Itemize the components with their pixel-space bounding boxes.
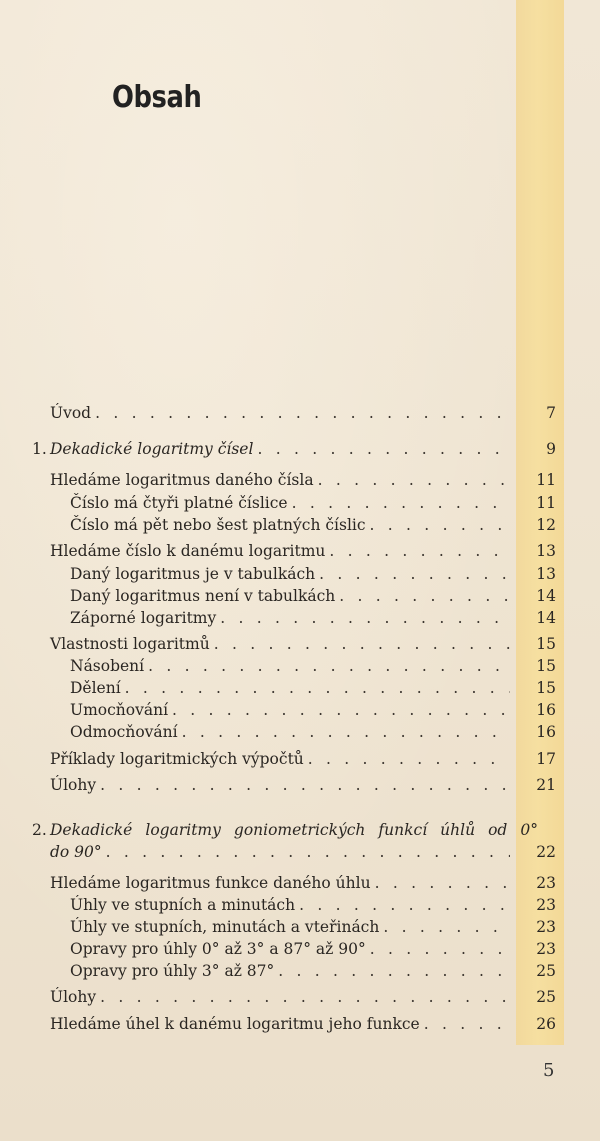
- toc-leader-dots: [148, 655, 510, 677]
- toc-entry-label: Číslo má pět nebo šest platných číslic: [70, 516, 366, 534]
- toc-entry[interactable]: [0, 938, 600, 960]
- toc-entry-page: 11: [536, 471, 556, 489]
- toc-entry[interactable]: [0, 1013, 600, 1035]
- toc-entry-page: 22: [536, 843, 556, 861]
- toc-entry-label: Odmocňování: [70, 723, 178, 741]
- toc-entry-label: Záporné logaritmy: [70, 609, 217, 627]
- toc-entry[interactable]: [0, 585, 600, 607]
- toc-leader-dots: [375, 872, 510, 894]
- toc-entry-label: Daný logaritmus není v tabulkách: [70, 587, 336, 605]
- toc-leader-dots: [214, 633, 510, 655]
- toc-entry-page: 23: [536, 940, 556, 958]
- toc-entry-page: 23: [536, 874, 556, 892]
- toc-leader-dots: [370, 514, 510, 536]
- toc-leader-dots: [100, 774, 510, 796]
- toc-entry-label: Úlohy: [50, 988, 97, 1006]
- toc-entry[interactable]: [0, 655, 600, 677]
- toc-entry[interactable]: [0, 402, 600, 424]
- toc-entry[interactable]: [0, 633, 600, 655]
- toc-entry[interactable]: [0, 774, 600, 796]
- toc-entry-label: Hledáme logaritmus daného čísla: [50, 471, 314, 489]
- toc-leader-dots: [299, 894, 510, 916]
- toc-entry-page: 15: [536, 635, 556, 653]
- toc-chapter-number: 1.: [32, 440, 47, 458]
- page-number: 5: [543, 1060, 555, 1081]
- toc-entry[interactable]: [0, 748, 600, 770]
- toc-entry-label: Příklady logaritmických výpočtů: [50, 750, 304, 768]
- toc-entry-label: Hledáme úhel k danému logaritmu jeho funkce: [50, 1015, 420, 1033]
- toc-leader-dots: [125, 677, 510, 699]
- toc-entry[interactable]: [0, 438, 600, 460]
- toc-entry[interactable]: [0, 699, 600, 721]
- toc-entry-label: Hledáme logaritmus funkce daného úhlu: [50, 874, 371, 892]
- toc-entry[interactable]: [0, 492, 600, 514]
- toc-entry[interactable]: [0, 563, 600, 585]
- toc-entry[interactable]: [0, 916, 600, 938]
- toc-leader-dots: [95, 402, 510, 424]
- toc-leader-dots: [339, 585, 510, 607]
- toc-leader-dots: [172, 699, 510, 721]
- toc-leader-dots: [100, 986, 510, 1008]
- toc-entry-page: 21: [536, 776, 556, 794]
- toc-entry-page: 11: [536, 494, 556, 512]
- toc-entry-page: 15: [536, 679, 556, 697]
- toc-entry-page: 17: [536, 750, 556, 768]
- toc-entry-page: 16: [536, 701, 556, 719]
- toc-entry-page: 13: [536, 565, 556, 583]
- toc-entry-label: Opravy pro úhly 0° až 3° a 87° až 90°: [70, 940, 366, 958]
- toc-entry[interactable]: [0, 894, 600, 916]
- toc-leader-dots: [257, 438, 510, 460]
- toc-chapter-number: 2.: [32, 821, 47, 839]
- toc-entry-label: Dělení: [70, 679, 121, 697]
- toc-leader-dots: [383, 916, 510, 938]
- toc-entry-page: 7: [546, 404, 556, 422]
- page-title: Obsah: [112, 80, 202, 115]
- toc-entry-label: Číslo má čtyři platné číslice: [70, 494, 288, 512]
- toc-entry-page: 12: [536, 516, 556, 534]
- toc-leader-dots: [370, 938, 510, 960]
- toc-entry-page: 25: [536, 962, 556, 980]
- toc-leader-dots: [278, 960, 510, 982]
- toc-leader-dots: [424, 1013, 510, 1035]
- toc-entry-page: 14: [536, 609, 556, 627]
- toc-entry-label: Daný logaritmus je v tabulkách: [70, 565, 316, 583]
- toc-entry-label: Úhly ve stupních a minutách: [70, 896, 296, 914]
- toc-entry-line-1[interactable]: [0, 819, 540, 841]
- toc-leader-dots: [106, 841, 510, 863]
- toc-entry[interactable]: [0, 514, 600, 536]
- toc-entry[interactable]: [0, 986, 600, 1008]
- toc-entry-label: Úvod: [50, 404, 92, 422]
- toc-entry-page: 15: [536, 657, 556, 675]
- toc-entry-label: Úlohy: [50, 776, 97, 794]
- toc-entry[interactable]: [0, 721, 600, 743]
- toc-leader-dots: [220, 607, 510, 629]
- toc-entry[interactable]: [0, 677, 600, 699]
- toc-entry-page: 16: [536, 723, 556, 741]
- toc-leader-dots: [318, 469, 510, 491]
- toc-leader-dots: [319, 563, 510, 585]
- toc-entry[interactable]: [0, 469, 600, 491]
- toc-entry-page: 23: [536, 896, 556, 914]
- toc-entry-label: Opravy pro úhly 3° až 87°: [70, 962, 275, 980]
- toc-entry-page: 25: [536, 988, 556, 1006]
- toc-entry-line-2[interactable]: [0, 841, 600, 863]
- toc-leader-dots: [292, 492, 510, 514]
- toc-leader-dots: [308, 748, 510, 770]
- toc-entry-label: Úhly ve stupních, minutách a vteřinách: [70, 918, 380, 936]
- toc-entry[interactable]: [0, 960, 600, 982]
- toc-entry[interactable]: [0, 607, 600, 629]
- toc-entry-page: 23: [536, 918, 556, 936]
- toc-entry-label: Násobení: [70, 657, 145, 675]
- toc-leader-dots: [329, 540, 510, 562]
- toc-entry-page: 9: [546, 440, 556, 458]
- toc-entry[interactable]: [0, 872, 600, 894]
- toc-entry-label: do 90°: [50, 843, 102, 861]
- toc-entry-label: Umocňování: [70, 701, 169, 719]
- toc-entry-page: 13: [536, 542, 556, 560]
- toc-entry-page: 26: [536, 1015, 556, 1033]
- toc-entry-label: Vlastnosti logaritmů: [50, 635, 210, 653]
- toc-entry-label: Dekadické logaritmy goniometrických funkcí úhlů od 0°: [50, 821, 538, 839]
- toc-entry-label: Hledáme číslo k danému logaritmu: [50, 542, 326, 560]
- toc-entry-page: 14: [536, 587, 556, 605]
- toc-entry[interactable]: [0, 540, 600, 562]
- toc-entry-label: Dekadické logaritmy čísel: [50, 440, 254, 458]
- toc-leader-dots: [182, 721, 510, 743]
